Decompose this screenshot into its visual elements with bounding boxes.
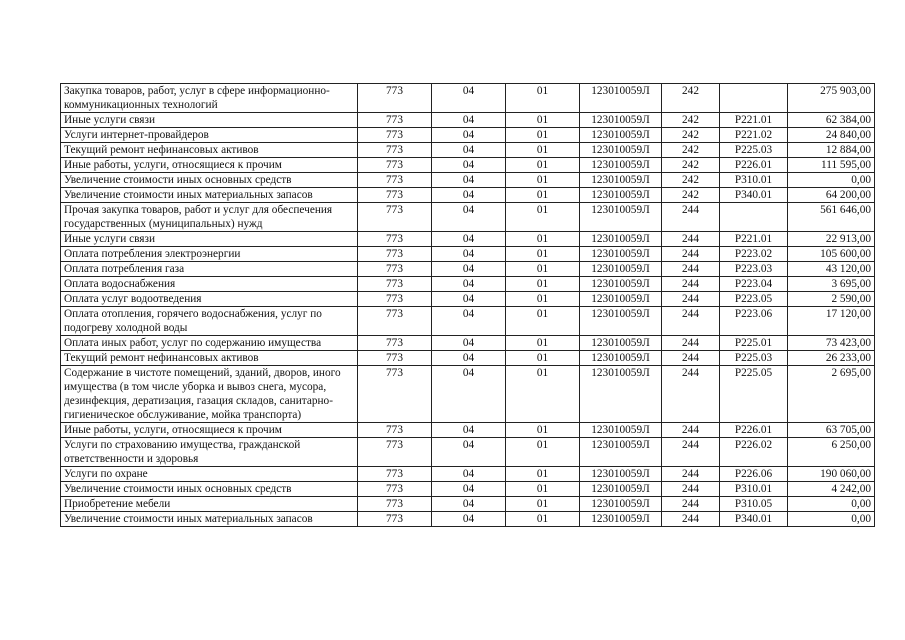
subsection-code: 01	[506, 247, 580, 262]
section-code: 04	[432, 128, 506, 143]
amount: 63 705,00	[788, 423, 875, 438]
budget-table	[60, 83, 875, 527]
expense-type-code: 244	[662, 247, 720, 262]
target-article-code: 123010059Л	[580, 158, 662, 173]
amount: 190 060,00	[788, 467, 875, 482]
ved-code: 773	[358, 173, 432, 188]
kosgu-code: Р225.03	[720, 351, 788, 366]
expense-type-code: 244	[662, 351, 720, 366]
ved-code: 773	[358, 262, 432, 277]
row-name: Иные услуги связи	[61, 232, 358, 247]
subsection-code: 01	[506, 351, 580, 366]
subsection-code: 01	[506, 143, 580, 158]
amount: 105 600,00	[788, 247, 875, 262]
target-article-code: 123010059Л	[580, 482, 662, 497]
target-article-code: 123010059Л	[580, 497, 662, 512]
row-name: Текущий ремонт нефинансовых активов	[61, 351, 358, 366]
kosgu-code: Р310.01	[720, 482, 788, 497]
amount: 26 233,00	[788, 351, 875, 366]
kosgu-code: Р340.01	[720, 512, 788, 527]
table-row	[61, 143, 875, 158]
subsection-code: 01	[506, 512, 580, 527]
expense-type-code: 244	[662, 366, 720, 423]
expense-type-code: 244	[662, 336, 720, 351]
section-code: 04	[432, 423, 506, 438]
expense-type-code: 244	[662, 438, 720, 467]
subsection-code: 01	[506, 307, 580, 336]
section-code: 04	[432, 366, 506, 423]
subsection-code: 01	[506, 292, 580, 307]
target-article-code: 123010059Л	[580, 351, 662, 366]
amount: 0,00	[788, 173, 875, 188]
expense-type-code: 242	[662, 84, 720, 113]
expense-type-code: 244	[662, 307, 720, 336]
section-code: 04	[432, 232, 506, 247]
amount: 0,00	[788, 497, 875, 512]
amount: 62 384,00	[788, 113, 875, 128]
kosgu-code: Р223.05	[720, 292, 788, 307]
row-name: Оплата отопления, горячего водоснабжения, услуг по подогреву холодной воды	[61, 307, 358, 336]
subsection-code: 01	[506, 497, 580, 512]
kosgu-code: Р226.01	[720, 423, 788, 438]
kosgu-code: Р226.06	[720, 467, 788, 482]
target-article-code: 123010059Л	[580, 292, 662, 307]
kosgu-code: Р225.01	[720, 336, 788, 351]
target-article-code: 123010059Л	[580, 143, 662, 158]
row-name: Услуги по страхованию имущества, гражданской ответственности и здоровья	[61, 438, 358, 467]
section-code: 04	[432, 173, 506, 188]
section-code: 04	[432, 438, 506, 467]
table-row	[61, 188, 875, 203]
row-name: Приобретение мебели	[61, 497, 358, 512]
table-row	[61, 173, 875, 188]
subsection-code: 01	[506, 84, 580, 113]
target-article-code: 123010059Л	[580, 336, 662, 351]
row-name: Иные работы, услуги, относящиеся к прочим	[61, 158, 358, 173]
section-code: 04	[432, 351, 506, 366]
table-row	[61, 292, 875, 307]
table-row	[61, 247, 875, 262]
expense-type-code: 242	[662, 113, 720, 128]
ved-code: 773	[358, 247, 432, 262]
table-row	[61, 113, 875, 128]
section-code: 04	[432, 512, 506, 527]
expense-type-code: 244	[662, 203, 720, 232]
kosgu-code: Р226.02	[720, 438, 788, 467]
table-row	[61, 203, 875, 232]
target-article-code: 123010059Л	[580, 277, 662, 292]
kosgu-code: Р223.06	[720, 307, 788, 336]
ved-code: 773	[358, 467, 432, 482]
section-code: 04	[432, 482, 506, 497]
ved-code: 773	[358, 188, 432, 203]
row-name: Увеличение стоимости иных материальных запасов	[61, 512, 358, 527]
target-article-code: 123010059Л	[580, 438, 662, 467]
kosgu-code: Р225.03	[720, 143, 788, 158]
section-code: 04	[432, 307, 506, 336]
row-name: Иные работы, услуги, относящиеся к прочим	[61, 423, 358, 438]
table-row	[61, 84, 875, 113]
row-name: Оплата иных работ, услуг по содержанию имущества	[61, 336, 358, 351]
section-code: 04	[432, 292, 506, 307]
section-code: 04	[432, 84, 506, 113]
amount: 3 695,00	[788, 277, 875, 292]
table-row	[61, 262, 875, 277]
kosgu-code: Р221.01	[720, 232, 788, 247]
kosgu-code: Р223.04	[720, 277, 788, 292]
row-name: Увеличение стоимости иных основных средств	[61, 173, 358, 188]
target-article-code: 123010059Л	[580, 423, 662, 438]
ved-code: 773	[358, 366, 432, 423]
row-name: Оплата услуг водоотведения	[61, 292, 358, 307]
kosgu-code	[720, 84, 788, 113]
amount: 22 913,00	[788, 232, 875, 247]
expense-type-code: 244	[662, 277, 720, 292]
row-name: Оплата потребления газа	[61, 262, 358, 277]
target-article-code: 123010059Л	[580, 366, 662, 423]
expense-type-code: 244	[662, 292, 720, 307]
row-name: Содержание в чистоте помещений, зданий, дворов, иного имущества (в том числе уборка и вывоз снега, мусора, дезинфекция, дератизация, газация складов, санитарно-гигиеническое обслуживание, мойка транспорта)	[61, 366, 358, 423]
subsection-code: 01	[506, 423, 580, 438]
ved-code: 773	[358, 277, 432, 292]
subsection-code: 01	[506, 438, 580, 467]
row-name: Закупка товаров, работ, услуг в сфере информационно-коммуникационных технологий	[61, 84, 358, 113]
expense-type-code: 242	[662, 173, 720, 188]
table-row	[61, 512, 875, 527]
table-row	[61, 351, 875, 366]
row-name: Оплата водоснабжения	[61, 277, 358, 292]
amount: 24 840,00	[788, 128, 875, 143]
section-code: 04	[432, 158, 506, 173]
table-row	[61, 482, 875, 497]
kosgu-code: Р340.01	[720, 188, 788, 203]
amount: 4 242,00	[788, 482, 875, 497]
kosgu-code: Р221.02	[720, 128, 788, 143]
subsection-code: 01	[506, 188, 580, 203]
table-row	[61, 307, 875, 336]
ved-code: 773	[358, 232, 432, 247]
target-article-code: 123010059Л	[580, 307, 662, 336]
row-name: Иные услуги связи	[61, 113, 358, 128]
ved-code: 773	[358, 292, 432, 307]
row-name: Увеличение стоимости иных материальных запасов	[61, 188, 358, 203]
table-row	[61, 366, 875, 423]
kosgu-code: Р310.05	[720, 497, 788, 512]
expense-type-code: 244	[662, 423, 720, 438]
target-article-code: 123010059Л	[580, 128, 662, 143]
table-row	[61, 438, 875, 467]
subsection-code: 01	[506, 203, 580, 232]
target-article-code: 123010059Л	[580, 203, 662, 232]
row-name: Услуги по охране	[61, 467, 358, 482]
target-article-code: 123010059Л	[580, 512, 662, 527]
subsection-code: 01	[506, 113, 580, 128]
ved-code: 773	[358, 497, 432, 512]
subsection-code: 01	[506, 482, 580, 497]
section-code: 04	[432, 467, 506, 482]
kosgu-code: Р223.02	[720, 247, 788, 262]
ved-code: 773	[358, 113, 432, 128]
amount: 561 646,00	[788, 203, 875, 232]
row-name: Текущий ремонт нефинансовых активов	[61, 143, 358, 158]
subsection-code: 01	[506, 467, 580, 482]
target-article-code: 123010059Л	[580, 262, 662, 277]
target-article-code: 123010059Л	[580, 113, 662, 128]
ved-code: 773	[358, 128, 432, 143]
subsection-code: 01	[506, 366, 580, 423]
target-article-code: 123010059Л	[580, 173, 662, 188]
amount: 275 903,00	[788, 84, 875, 113]
amount: 0,00	[788, 512, 875, 527]
row-name: Услуги интернет-провайдеров	[61, 128, 358, 143]
subsection-code: 01	[506, 232, 580, 247]
row-name: Прочая закупка товаров, работ и услуг для обеспечения государственных (муниципальных) нужд	[61, 203, 358, 232]
table-row	[61, 497, 875, 512]
section-code: 04	[432, 188, 506, 203]
target-article-code: 123010059Л	[580, 467, 662, 482]
row-name: Оплата потребления электроэнергии	[61, 247, 358, 262]
ved-code: 773	[358, 351, 432, 366]
subsection-code: 01	[506, 128, 580, 143]
ved-code: 773	[358, 512, 432, 527]
target-article-code: 123010059Л	[580, 188, 662, 203]
kosgu-code: Р221.01	[720, 113, 788, 128]
amount: 73 423,00	[788, 336, 875, 351]
section-code: 04	[432, 143, 506, 158]
section-code: 04	[432, 203, 506, 232]
kosgu-code: Р226.01	[720, 158, 788, 173]
subsection-code: 01	[506, 158, 580, 173]
section-code: 04	[432, 277, 506, 292]
ved-code: 773	[358, 307, 432, 336]
section-code: 04	[432, 113, 506, 128]
expense-type-code: 244	[662, 497, 720, 512]
target-article-code: 123010059Л	[580, 84, 662, 113]
table-row	[61, 277, 875, 292]
amount: 17 120,00	[788, 307, 875, 336]
ved-code: 773	[358, 84, 432, 113]
ved-code: 773	[358, 336, 432, 351]
expense-type-code: 242	[662, 143, 720, 158]
kosgu-code: Р225.05	[720, 366, 788, 423]
ved-code: 773	[358, 482, 432, 497]
amount: 64 200,00	[788, 188, 875, 203]
table-row	[61, 423, 875, 438]
target-article-code: 123010059Л	[580, 247, 662, 262]
subsection-code: 01	[506, 277, 580, 292]
amount: 2 590,00	[788, 292, 875, 307]
kosgu-code: Р223.03	[720, 262, 788, 277]
table-row	[61, 128, 875, 143]
amount: 43 120,00	[788, 262, 875, 277]
amount: 12 884,00	[788, 143, 875, 158]
subsection-code: 01	[506, 173, 580, 188]
target-article-code: 123010059Л	[580, 232, 662, 247]
kosgu-code	[720, 203, 788, 232]
kosgu-code: Р310.01	[720, 173, 788, 188]
ved-code: 773	[358, 438, 432, 467]
subsection-code: 01	[506, 336, 580, 351]
row-name: Увеличение стоимости иных основных средств	[61, 482, 358, 497]
section-code: 04	[432, 497, 506, 512]
ved-code: 773	[358, 158, 432, 173]
section-code: 04	[432, 247, 506, 262]
expense-type-code: 244	[662, 482, 720, 497]
expense-type-code: 242	[662, 158, 720, 173]
table-row	[61, 158, 875, 173]
expense-type-code: 244	[662, 512, 720, 527]
section-code: 04	[432, 336, 506, 351]
section-code: 04	[432, 262, 506, 277]
amount: 6 250,00	[788, 438, 875, 467]
amount: 111 595,00	[788, 158, 875, 173]
amount: 2 695,00	[788, 366, 875, 423]
expense-type-code: 242	[662, 128, 720, 143]
expense-type-code: 242	[662, 188, 720, 203]
table-row	[61, 467, 875, 482]
ved-code: 773	[358, 203, 432, 232]
table-row	[61, 336, 875, 351]
expense-type-code: 244	[662, 232, 720, 247]
ved-code: 773	[358, 423, 432, 438]
subsection-code: 01	[506, 262, 580, 277]
ved-code: 773	[358, 143, 432, 158]
expense-type-code: 244	[662, 262, 720, 277]
expense-type-code: 244	[662, 467, 720, 482]
table-row	[61, 232, 875, 247]
